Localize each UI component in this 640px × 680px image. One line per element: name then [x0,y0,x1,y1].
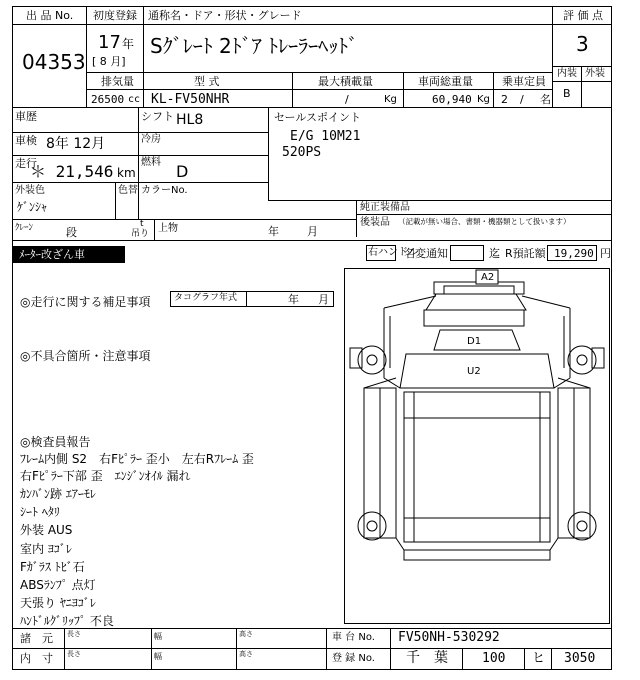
max-load-unit: Kg [384,94,397,105]
length-label: 長さ [67,650,81,658]
capacity: 2 [501,93,508,106]
rule [356,214,612,215]
max-load-label: 最大積載量 [318,75,373,88]
rule [12,155,268,156]
tacho-label: タコグラフ年式 [174,293,238,303]
lot-no-label: 出 品 No. [26,9,74,22]
model-code: KL-FV50NHR [151,92,230,107]
name-change-box [450,245,484,261]
max-load: / [345,93,349,106]
sales-point: E/G 10M21 [290,129,361,144]
rule [246,291,247,307]
width-label: 幅 [154,652,162,661]
chassis-no-label: 車 台 No. [332,632,375,643]
rule [138,107,139,219]
rule [552,66,612,67]
specs-dims-label: 諸 元 [20,632,53,645]
reg-year: 17 [98,32,121,53]
rule [12,107,612,108]
crane-ton: t [140,219,144,229]
reg-year-unit: 年 [122,37,135,51]
damage-code-d1: D1 [467,336,482,347]
registration-region: 千 葉 [406,650,448,666]
width-label: 幅 [154,632,162,641]
reg-month: [ 8 月] [92,55,126,68]
inner-dims-label: 内 寸 [20,652,53,665]
rule [390,628,391,670]
report-line: ｶﾝﾊﾞﾝ跡 ｴｱｰﾓﾚ [20,487,96,501]
exterior-label: 外装 [585,68,605,79]
rule [143,6,144,72]
shift-label: シフト [141,110,174,123]
rule [268,200,612,201]
rule [143,72,144,107]
name-label: 通称名・ドア・形状・グレード [148,9,302,22]
rule [292,72,293,107]
inspection-value: 8年 12月 [46,136,106,152]
report-line: ﾌﾚｰﾑ内側 S2 右Fﾋﾟﾗｰ 歪小 左右Rﾌﾚｰﾑ 歪 [20,452,254,466]
capacity-label: 乗車定員 [502,75,546,88]
report-line: Fｶﾞﾗｽ ﾄﾋﾞ石 [20,560,85,574]
inspector-report-label: ◎検査員報告 [20,435,91,449]
rule [86,24,552,25]
height-label: 高さ [239,650,253,658]
damage-code-a2: A2 [481,272,495,283]
recycle-fee-label: R預託額 [505,247,546,260]
damage-code-u2: U2 [467,366,481,377]
interior-label: 内装 [557,68,577,79]
meter-tampered-badge: ﾒｰﾀｰ改ざん車 [13,246,125,263]
displacement-label: 排気量 [101,75,134,88]
upper-label: 上物 [158,223,178,234]
report-line: 天張り ﾔﾆﾖｺﾞﾚ [20,596,96,610]
aftermarket-note: （記載が無い場合、書類・機器類として扱います） [398,217,571,226]
rule [326,628,327,670]
grade-value: 3 [576,32,589,56]
registration-number: 3050 [564,651,596,666]
rule [524,648,525,670]
lot-no: 04353 [22,50,86,74]
upper-year: 年 [268,225,279,238]
displacement: 26500 [91,93,125,106]
rule [581,81,582,107]
rule [552,24,612,25]
rule [115,182,116,219]
report-line: ABSﾗﾝﾌﾟ 点灯 [20,578,96,592]
genuine-label: 純正装備品 [360,202,410,213]
rule [12,24,86,25]
rule [64,628,65,670]
grade-label: 評 価 点 [563,9,603,22]
report-line: 右Fﾋﾟﾗｰ下部 歪 ｴﾝｼﾞﾝｵｲﾙ 漏れ [20,469,191,483]
inspection-label: 車検 [15,134,37,147]
height-label: 高さ [239,630,253,638]
rule [12,648,612,649]
crane-stage: 段 [66,226,77,239]
rule [356,200,357,237]
interior-grade: B [563,87,571,100]
tacho-year: 年 [288,293,299,306]
rule [12,219,356,220]
driving-notes-label: ◎走行に関する補足事項 [20,295,151,309]
history-label: 車歴 [15,110,37,123]
rule [268,107,269,200]
rule [403,72,404,107]
fuel-label: 燃料 [141,157,161,168]
defects-label: ◎不具合箇所・注意事項 [20,349,151,363]
rule [552,6,553,107]
sales-points-label: セールスポイント [274,111,362,124]
upper-month: 月 [307,225,318,238]
rule [86,6,87,107]
mileage-label: 走行 [15,157,37,170]
rule [493,72,494,107]
model-code-label: 型 式 [194,75,220,88]
fuel-value: D [176,162,189,181]
report-line: ﾊﾝﾄﾞﾙｸﾞﾘｯﾌﾟ 不良 [20,614,114,628]
chassis-no: FV50NH-530292 [398,630,500,645]
rule [551,648,552,670]
first-reg-label: 初度登録 [93,9,137,22]
name-change-label: 名変通知 [404,247,448,260]
rule [12,182,268,183]
ac-label: 冷房 [141,134,161,145]
gross-weight: 60,940 [432,93,472,106]
sales-point: 520PS [282,145,322,160]
color-label: 外装色 [15,185,45,196]
rule [86,89,552,90]
rule [12,132,268,133]
registration-kana: ヒ [532,651,546,666]
rule [151,628,152,670]
color-no-label: 色替 [118,185,138,196]
report-line: ｼｰﾄ ﾍﾀﾘ [20,505,60,519]
aftermarket-label: 後装品 [360,217,390,228]
shift-value: HL8 [176,112,204,128]
color-value: ｹﾞﾝｼｬ [17,200,48,214]
right-handle-label: 右ハンドル [368,247,418,258]
displacement-unit: cc [128,94,141,105]
registration-label: 登 録 No. [332,653,375,664]
report-line: 室内 ﾖｺﾞﾚ [20,542,72,556]
deadline-label: 迄 [489,247,500,260]
rule [236,628,237,670]
model-name: Sｸﾞﾚｰﾄ 2ﾄﾞｱ ﾄﾚｰﾗｰﾍｯﾄﾞ [150,34,359,58]
recycle-fee-unit: 円 [600,247,611,260]
color-code-label: カラーNo. [141,185,188,196]
gross-weight-unit: Kg [477,94,490,105]
mileage-value: ＊ 21,546 [30,162,114,181]
crane-label: ｸﾚｰﾝ [15,223,34,233]
capacity-sep: / [520,93,524,106]
rule [154,219,155,240]
rule [86,72,552,73]
vehicle-diagram [344,268,610,624]
report-line: 外装 AUS [20,523,73,537]
crane-hang: 吊り [131,229,150,239]
length-label: 長さ [67,630,81,638]
tacho-month: 月 [318,293,329,306]
capacity-unit: 名 [540,93,551,106]
rule [552,81,612,82]
recycle-fee-value: 19,290 [554,247,594,260]
rule [462,648,463,670]
rule [12,240,612,241]
rule [581,66,582,81]
registration-class: 100 [482,651,506,666]
gross-weight-label: 車両総重量 [418,75,473,88]
mileage-unit: km [117,166,136,180]
